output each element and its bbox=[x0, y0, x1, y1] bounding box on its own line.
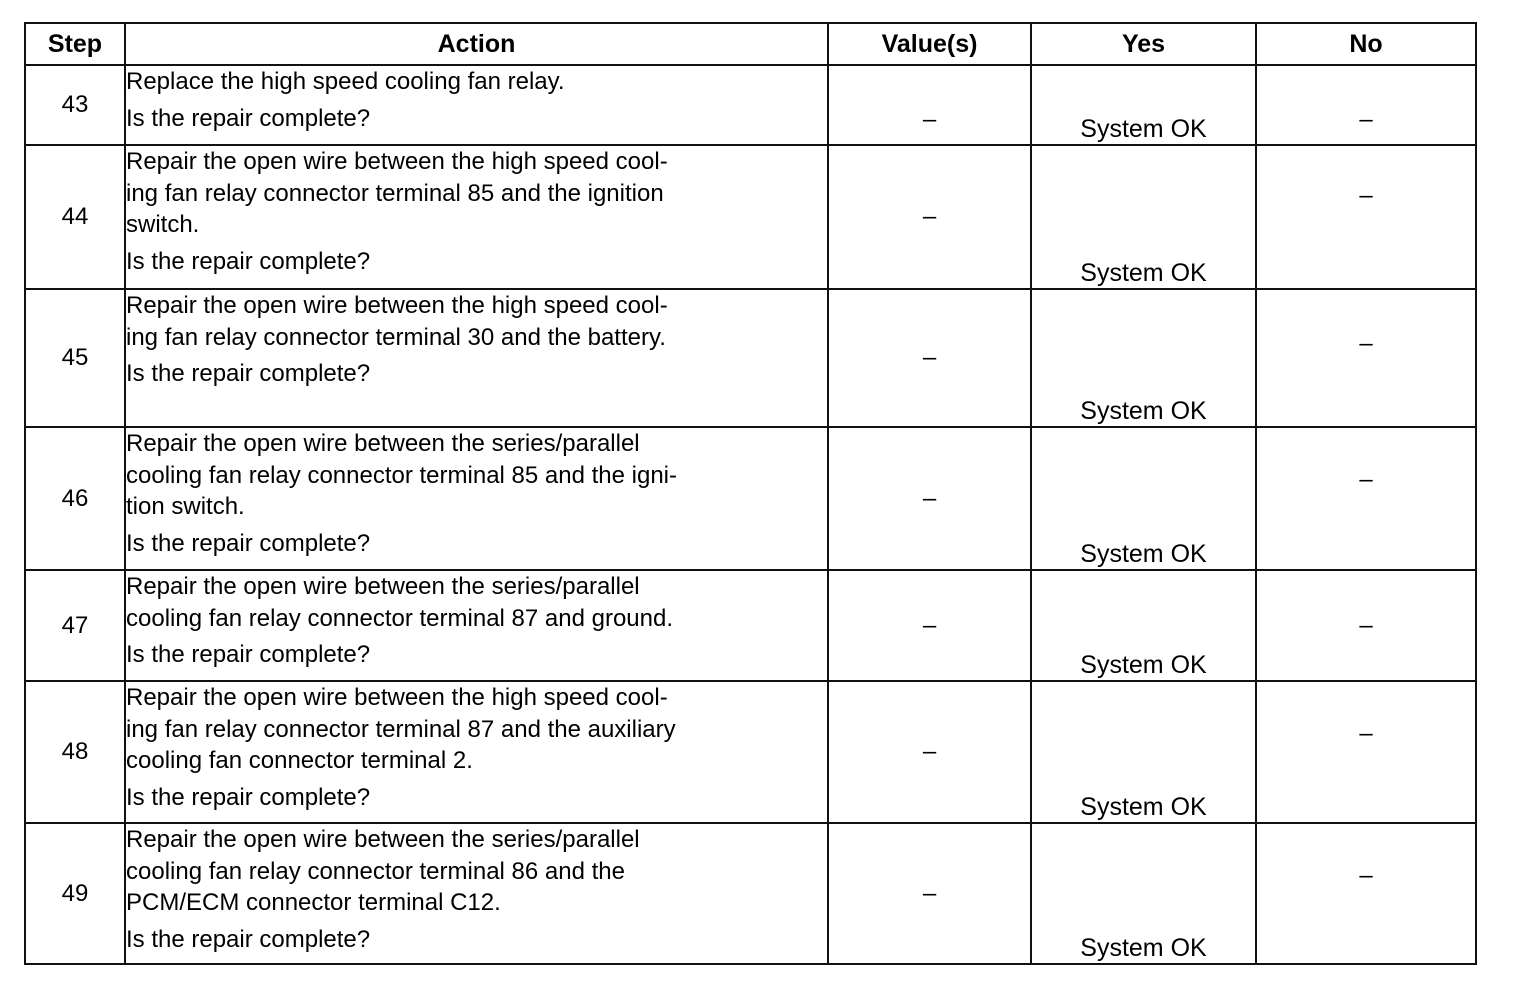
action-text: ing fan relay connector terminal 85 and the ignition bbox=[126, 179, 664, 207]
action-question: Is the repair complete? bbox=[126, 104, 371, 132]
action-text: Repair the open wire between the series/parallel bbox=[126, 430, 640, 457]
value-cell: – bbox=[828, 427, 1031, 570]
header-yes: Yes bbox=[1031, 23, 1256, 65]
action-cell bbox=[125, 570, 828, 681]
table-row bbox=[25, 823, 1476, 964]
table-header-row bbox=[25, 23, 1476, 65]
diagnostic-table bbox=[24, 22, 1477, 965]
value-cell: – bbox=[828, 65, 1031, 145]
no-cell: – bbox=[1256, 65, 1476, 145]
table-row bbox=[25, 289, 1476, 427]
action-question: Is the repair complete? bbox=[126, 247, 371, 275]
step-number: 49 bbox=[25, 823, 125, 964]
yes-cell: System OK bbox=[1031, 823, 1256, 964]
action-text: ing fan relay connector terminal 30 and the battery. bbox=[126, 323, 666, 351]
table-row bbox=[25, 65, 1476, 145]
table-row bbox=[25, 570, 1476, 681]
action-text: switch. bbox=[126, 211, 200, 238]
action-cell bbox=[125, 823, 828, 964]
no-cell: – bbox=[1256, 823, 1476, 964]
action-question: Is the repair complete? bbox=[126, 529, 371, 557]
yes-cell: System OK bbox=[1031, 427, 1256, 570]
header-values: Value(s) bbox=[828, 23, 1031, 65]
action-text: PCM/ECM connector terminal C12. bbox=[126, 889, 501, 916]
action-question: Is the repair complete? bbox=[126, 641, 371, 668]
action-text: Replace the high speed cooling fan relay. bbox=[126, 68, 565, 95]
value-cell: – bbox=[828, 823, 1031, 964]
value-cell: – bbox=[828, 570, 1031, 681]
no-cell: – bbox=[1256, 681, 1476, 823]
step-number: 47 bbox=[25, 570, 125, 681]
action-cell bbox=[125, 289, 828, 427]
step-number: 44 bbox=[25, 145, 125, 289]
action-text: cooling fan relay connector terminal 85 and the igni- bbox=[126, 461, 677, 489]
action-text: cooling fan connector terminal 2. bbox=[126, 747, 473, 774]
action-text: cooling fan relay connector terminal 87 and ground. bbox=[126, 604, 674, 632]
table-row bbox=[25, 681, 1476, 823]
table-row bbox=[25, 145, 1476, 289]
action-text: Repair the open wire between the series/parallel bbox=[126, 573, 640, 600]
value-cell: – bbox=[828, 145, 1031, 289]
header-action: Action bbox=[125, 23, 828, 65]
action-question: Is the repair complete? bbox=[126, 360, 371, 387]
step-number: 45 bbox=[25, 289, 125, 427]
no-cell: – bbox=[1256, 427, 1476, 570]
action-text: cooling fan relay connector terminal 86 and the bbox=[126, 857, 625, 885]
action-cell bbox=[125, 427, 828, 570]
action-cell bbox=[125, 681, 828, 823]
yes-cell: System OK bbox=[1031, 145, 1256, 289]
action-question: Is the repair complete? bbox=[126, 925, 371, 953]
header-no: No bbox=[1256, 23, 1476, 65]
table-row bbox=[25, 427, 1476, 570]
no-cell: – bbox=[1256, 570, 1476, 681]
header-step: Step bbox=[25, 23, 125, 65]
no-cell: – bbox=[1256, 289, 1476, 427]
yes-cell: System OK bbox=[1031, 289, 1256, 427]
value-cell: – bbox=[828, 289, 1031, 427]
step-number: 46 bbox=[25, 427, 125, 570]
action-text: tion switch. bbox=[126, 493, 245, 520]
no-cell: – bbox=[1256, 145, 1476, 289]
action-cell bbox=[125, 145, 828, 289]
action-text: Repair the open wire between the high speed cool- bbox=[126, 148, 668, 175]
step-number: 48 bbox=[25, 681, 125, 823]
action-text: Repair the open wire between the high speed cool- bbox=[126, 684, 668, 711]
action-text: Repair the open wire between the series/parallel bbox=[126, 826, 640, 853]
action-text: ing fan relay connector terminal 87 and the auxiliary bbox=[126, 715, 676, 743]
action-text: Repair the open wire between the high speed cool- bbox=[126, 292, 668, 319]
yes-cell: System OK bbox=[1031, 681, 1256, 823]
yes-cell: System OK bbox=[1031, 570, 1256, 681]
action-cell bbox=[125, 65, 828, 145]
step-number: 43 bbox=[25, 65, 125, 145]
value-cell: – bbox=[828, 681, 1031, 823]
action-question: Is the repair complete? bbox=[126, 783, 371, 811]
yes-cell: System OK bbox=[1031, 65, 1256, 145]
